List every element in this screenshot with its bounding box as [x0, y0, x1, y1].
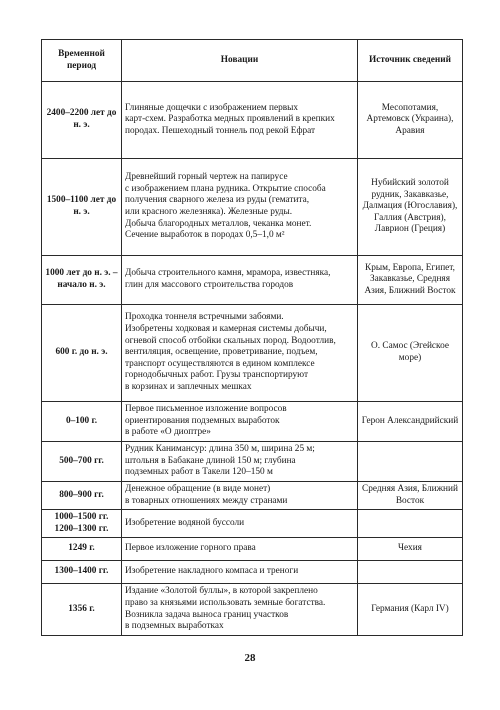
innovation-line: Сечение выработок в породах 0,5–1,0 м²	[125, 230, 285, 241]
period-cell: 0–100 г.	[42, 402, 122, 442]
source-cell: Средняя Азия, Ближний Восток	[358, 482, 463, 510]
innovation-line: Добыча строительного камня, мрамора, известняка,	[125, 268, 331, 279]
innovation-line: или красного железняка). Железные руды.	[125, 207, 293, 217]
table-row	[42, 538, 463, 561]
history-table	[41, 39, 463, 636]
innovation-cell	[122, 82, 358, 159]
innovation-line: в товарных отношениях между странами	[125, 495, 288, 506]
period-cell: 600 г. до н. э.	[42, 305, 122, 402]
innovation-line: Издание «Золотой буллы», в которой закреплено	[125, 586, 318, 597]
period-cell: 800–900 гг.	[42, 482, 122, 510]
table-row	[42, 584, 463, 636]
innovation-line: в корзинах и заплечных мешках	[125, 381, 252, 392]
period-cell: 1500–1100 лет до н. э.	[42, 159, 122, 256]
source-cell: Нубийский золотой рудник, Закавказье, Далмация (Югославия), Галлия (Австрия), Лаврион (Греция)	[358, 159, 463, 256]
innovation-line: транспорт осуществляются в едином комплексе	[125, 358, 315, 369]
source-cell: Германия (Карл IV)	[358, 584, 463, 636]
innovation-cell	[122, 482, 358, 510]
innovation-line: право за князьями использовать земные богатства.	[125, 597, 326, 608]
period-cell: 1000–1500 гг. 1200–1300 гг.	[42, 510, 122, 538]
header-period: Временной период	[42, 40, 122, 82]
innovation-line: штольня в Бабакане длиной 150 м; глубина	[125, 455, 296, 466]
table-row	[42, 561, 463, 584]
period-cell: 1000 лет до н. э. – начало н. э.	[42, 256, 122, 305]
innovation-line: Древнейший горный чертеж на папирусе	[125, 172, 288, 183]
innovation-cell	[122, 561, 358, 584]
source-cell	[358, 442, 463, 482]
innovation-line: Проходка тоннеля встречными забоями.	[125, 312, 284, 323]
innovation-line: породах. Пешеходный тоннель под рекой Ефрат	[125, 125, 316, 136]
innovation-line: огневой способ отбойки скальных пород. Водоотлив,	[125, 335, 336, 346]
source-cell	[358, 510, 463, 538]
table-row	[42, 510, 463, 538]
page-number: 28	[244, 652, 256, 664]
innovation-cell	[122, 510, 358, 538]
innovation-cell	[122, 538, 358, 561]
period-cell: 500–700 гг.	[42, 442, 122, 482]
innovation-cell	[122, 584, 358, 636]
innovation-line: карт-схем. Разработка медных проявлений в крепких	[125, 114, 335, 125]
innovation-line: вентиляция, освещение, проветривание, подъем,	[125, 347, 318, 358]
period-cell: 1300–1400 гг.	[42, 561, 122, 584]
table-row	[42, 305, 463, 402]
source-cell: Месопотамия, Артемовск (Украина), Аравия	[358, 82, 463, 159]
table-row	[42, 482, 463, 510]
table-row	[42, 402, 463, 442]
innovation-line: в подземных выработках	[125, 621, 224, 632]
innovation-line: в работе «О диоптре»	[125, 427, 211, 438]
table-row	[42, 442, 463, 482]
period-cell: 2400–2200 лет до н. э.	[42, 82, 122, 159]
innovation-line: Добыча благородных металлов, чеканка монет.	[125, 218, 312, 229]
innovation-line: горнодобычных работ. Грузы транспортируют	[125, 370, 309, 381]
innovation-cell	[122, 442, 358, 482]
innovation-cell	[122, 402, 358, 442]
source-cell: Чехия	[358, 538, 463, 561]
period-cell: 1249 г.	[42, 538, 122, 561]
table-row	[42, 159, 463, 256]
table-header-row	[42, 40, 463, 82]
innovation-line: Первое изложение горного права	[125, 543, 256, 554]
source-cell: Крым, Европа, Египет, Закавказье, Средняя Азия, Ближний Восток	[358, 256, 463, 305]
table-row	[42, 256, 463, 305]
innovation-line: Изобретены ходковая и камерная системы добычи,	[125, 324, 327, 335]
innovation-line: Первое письменное изложение вопросов	[125, 404, 287, 415]
innovation-line: ориентирования подземных выработок	[125, 415, 280, 426]
period-cell: 1356 г.	[42, 584, 122, 636]
source-cell: О. Самос (Эгейское море)	[358, 305, 463, 402]
innovation-line: Возникла задача выноса границ участков	[125, 609, 289, 620]
source-cell: Герон Александрийский	[358, 402, 463, 442]
innovation-line: Изобретение водяной буссоли	[125, 517, 245, 528]
innovation-line: Денежное обращение (в виде монет)	[125, 483, 271, 494]
innovation-line: получения сварного железа из руды (гематита,	[125, 195, 310, 206]
innovation-cell	[122, 305, 358, 402]
header-innovation: Новации	[122, 40, 358, 82]
innovation-line: с изображением плана рудника. Открытие способа	[125, 183, 326, 194]
innovation-line: Рудник Канимансур: длина 350 м, ширина 25 м;	[125, 444, 315, 455]
innovation-cell	[122, 256, 358, 305]
innovation-line: Глиняные дощечки с изображением первых	[125, 102, 299, 113]
source-cell	[358, 561, 463, 584]
table-row	[42, 82, 463, 159]
header-source: Источник сведений	[358, 40, 463, 82]
innovation-line: подземных работ в Такели 120–150 м	[125, 467, 273, 478]
innovation-line: Изобретение накладного компаса и треноги	[125, 566, 299, 577]
innovation-line: глин для массового строительства городов	[125, 280, 294, 290]
innovation-cell	[122, 159, 358, 256]
